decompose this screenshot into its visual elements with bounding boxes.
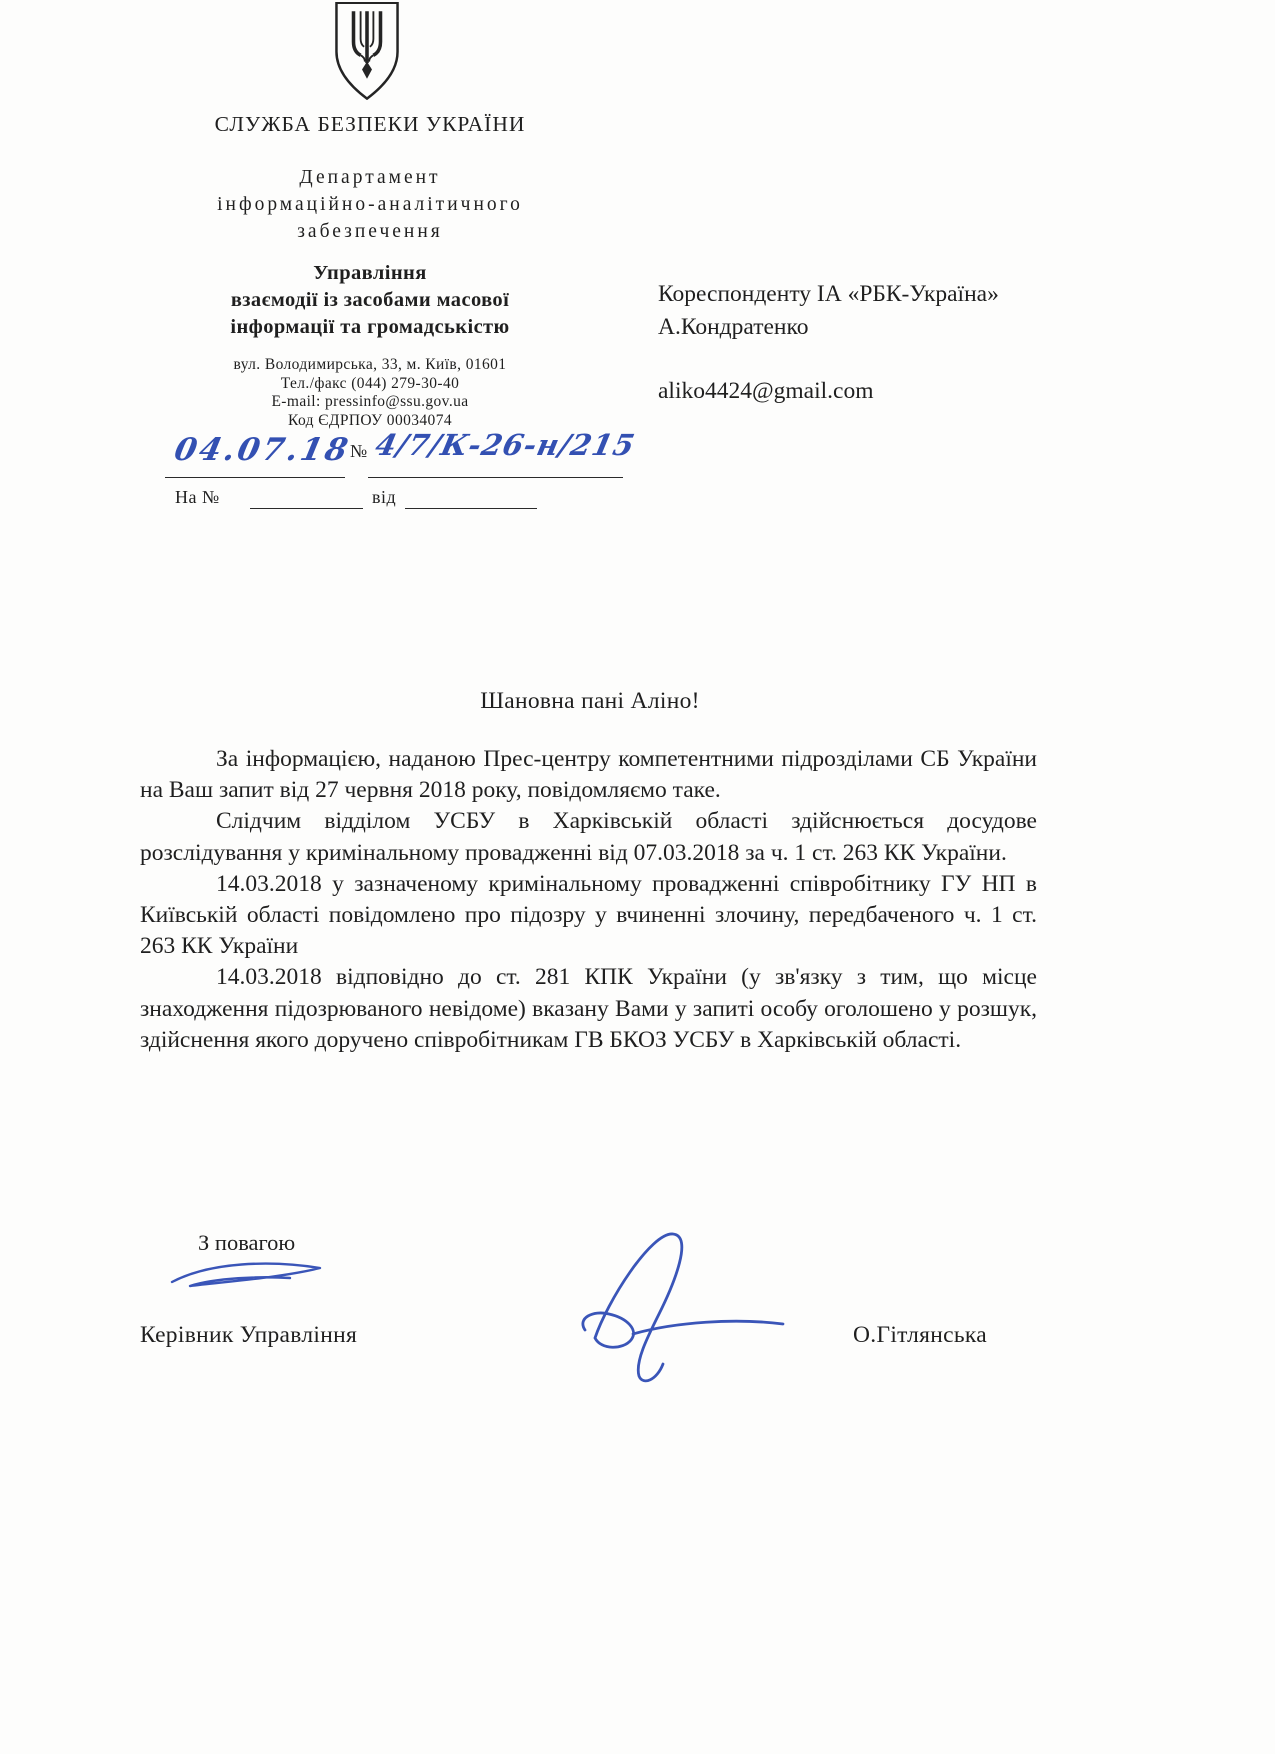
handwritten-outgoing-number: 4/7/К-26-н/215 bbox=[372, 428, 639, 462]
number-label: № bbox=[350, 441, 368, 461]
agency-name: СЛУЖБА БЕЗПЕКИ УКРАЇНИ bbox=[214, 112, 526, 136]
pen-squiggle-icon bbox=[160, 1252, 350, 1297]
body-paragraph: 14.03.2018 відповідно до ст. 281 КПК України (у зв'язку з тим, що місце знаходження підозрюваного невідоме) вказану Вами у запиті особу оголошено у розшук, здійснення якого доручено співробітникам ГВ БКОЗ УСБУ в Харківській області. bbox=[140, 964, 1037, 1053]
date-underline bbox=[165, 477, 345, 478]
valediction: З повагою bbox=[198, 1230, 296, 1255]
signer-title: Керівник Управління bbox=[140, 1322, 358, 1348]
signature-icon bbox=[555, 1222, 795, 1392]
recipient-title: Кореспонденту ІА «РБК-Україна» bbox=[658, 281, 999, 307]
email-line: E-mail: pressinfo@ssu.gov.ua bbox=[271, 393, 469, 410]
handwritten-date: 04.07.18 bbox=[171, 432, 354, 468]
reply-on-label: На № bbox=[175, 487, 220, 507]
reply-from-label: від bbox=[372, 487, 397, 507]
department-line: Департамент bbox=[299, 167, 441, 188]
body-paragraph: За інформацією, наданою Прес-центру компетентними підрозділами СБ України на Ваш запит від 27 червня 2018 року, повідомляємо таке. bbox=[140, 746, 1037, 804]
body-paragraph: Слідчим відділом УСБУ в Харківській області здійснюється досудове розслідування у кримінальному провадженні від 07.03.2018 за ч. 1 ст. 263 КК України. bbox=[140, 808, 1037, 866]
division-line: інформації та громадськістю bbox=[230, 316, 510, 338]
letter-body bbox=[140, 744, 1037, 1056]
edrpou-line: Код ЄДРПОУ 00034074 bbox=[287, 411, 453, 429]
recipient-block bbox=[658, 278, 1138, 408]
body-paragraph: 14.03.2018 у зазначеному кримінальному провадженні співробітнику ГУ НП в Київській області повідомлено про підозру у вчиненні злочину, передбаченого ч. 1 ст. 263 КК України bbox=[140, 870, 1037, 960]
department-line: інформаційно-аналітичного bbox=[217, 194, 523, 215]
signer-name: О.Гітлянська bbox=[853, 1322, 987, 1348]
department-name bbox=[138, 164, 602, 245]
address-line: вул. Володимирська, 33, м. Київ, 01601 bbox=[233, 356, 507, 373]
department-line: забезпечення bbox=[297, 221, 443, 242]
recipient-email: aliko4424@gmail.com bbox=[658, 378, 874, 404]
division-line: Управління bbox=[313, 262, 427, 284]
phone-line: Тел./факс (044) 279-30-40 bbox=[280, 374, 460, 392]
contact-block bbox=[138, 356, 602, 430]
division-name bbox=[138, 260, 602, 341]
number-underline bbox=[368, 477, 623, 478]
division-line: взаємодії із засобами масової bbox=[230, 289, 510, 311]
recipient-name: А.Кондратенко bbox=[658, 314, 809, 340]
reply-on-blank-line bbox=[250, 508, 363, 509]
salutation: Шановна пані Аліно! bbox=[480, 688, 700, 714]
reply-from-blank-line bbox=[405, 508, 537, 509]
ukraine-trident-emblem-icon bbox=[331, 2, 403, 100]
